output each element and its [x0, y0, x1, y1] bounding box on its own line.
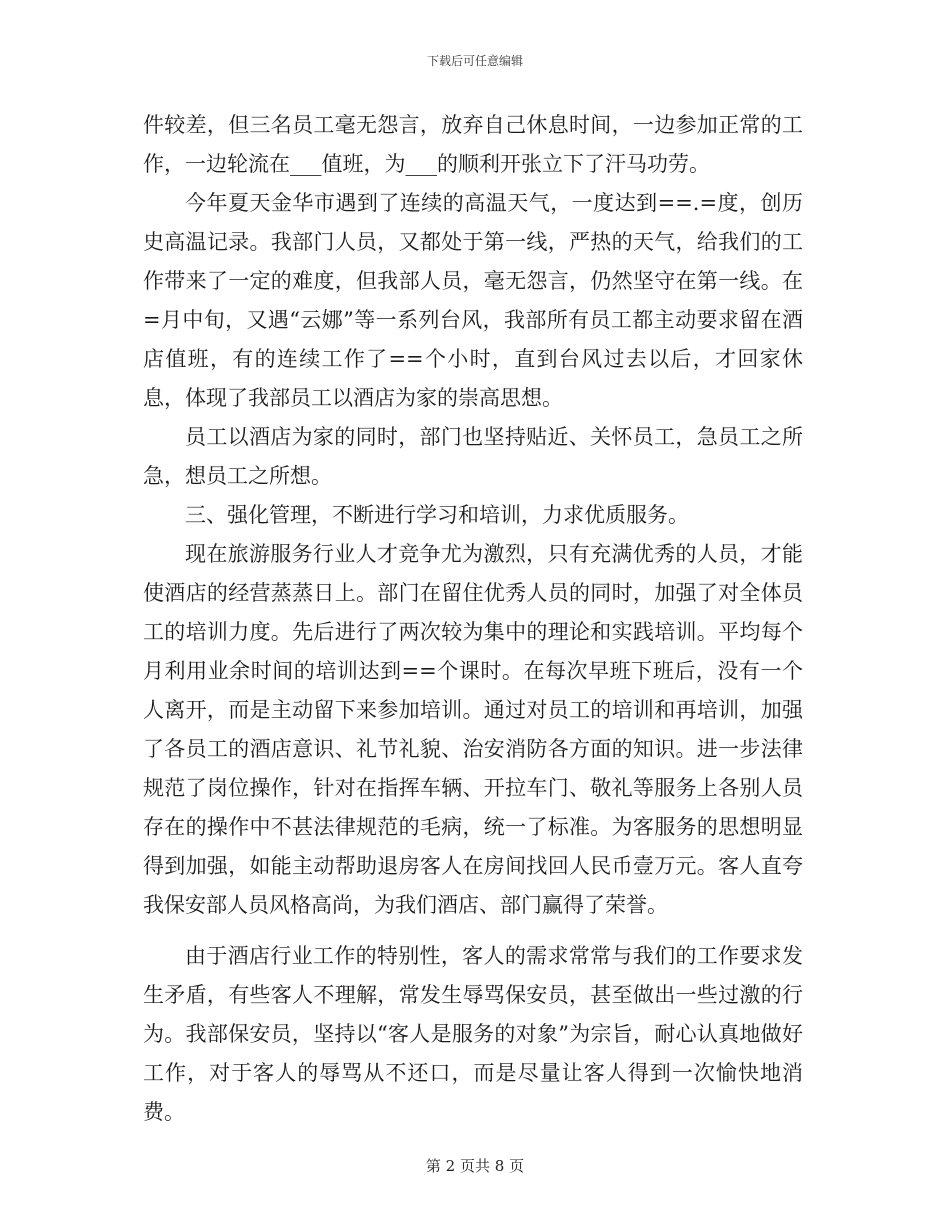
section-heading: 三、强化管理，不断进行学习和培训，力求优质服务。 [185, 503, 689, 527]
paragraph: 员工以酒店为家的同时，部门也坚持贴近、关怀员工，急员工之所急，想员工之所想。 [143, 425, 803, 488]
paragraph: 由于酒店行业工作的特别性，客人的需求常常与我们的工作要求发生矛盾，有些客人不理解，常发生辱骂保安员，甚至做出一些过激的行为。我部保安员，坚持以“客人是服务的对象”为宗旨，耐心认真地做好工作，对于客人的辱骂从不还口，而是尽量让客人得到一次愉快地消费。 [143, 944, 803, 1124]
paragraph: 今年夏天金华市遇到了连续的高温天气，一度达到==.=度，创历史高温记录。我部门人员，又都处于第一线，严热的天气，给我们的工作带来了一定的难度，但我部人员，毫无怨言，仍然坚守在第一线。在=月中旬，又遇“云娜”等一系列台风，我部所有员工都主动要求留在酒店值班，有的连续工作了==个小时，直到台风过去以后，才回家休息，体现了我部员工以酒店为家的崇高思想。 [143, 191, 803, 410]
document-body [143, 106, 803, 1132]
paragraph-continuation: 件较差，但三名员工毫无怨言，放弃自己休息时间，一边参加正常的工作，一边轮流在___值班，为___的顺利开张立下了汗马功劳。 [143, 113, 803, 176]
page-header: 下载后可任意编辑 [426, 54, 523, 68]
paragraph: 现在旅游服务行业人才竞争尤为激烈，只有充满优秀的人员，才能使酒店的经营蒸蒸日上。部门在留住优秀人员的同时，加强了对全体员工的培训力度。先后进行了两次较为集中的理论和实践培训。平均每个月利用业余时间的培训达到==个课时。在每次早班下班后，没有一个人离开，而是主动留下来参加培训。通过对员工的培训和再培训，加强了各员工的酒店意识、礼节礼貌、治安消防各方面的知识。进一步法律规范了岗位操作，针对在指挥车辆、开拉车门、敬礼等服务上各别人员存在的操作中不甚法律规范的毛病，统一了标准。为客服务的思想明显得到加强，如能主动帮助退房客人在房间找回人民币壹万元。客人直夸我保安部人员风格高尚，为我们酒店、部门赢得了荣誉。 [143, 542, 803, 917]
page-footer: 第 2 页共 8 页 [425, 1157, 525, 1175]
